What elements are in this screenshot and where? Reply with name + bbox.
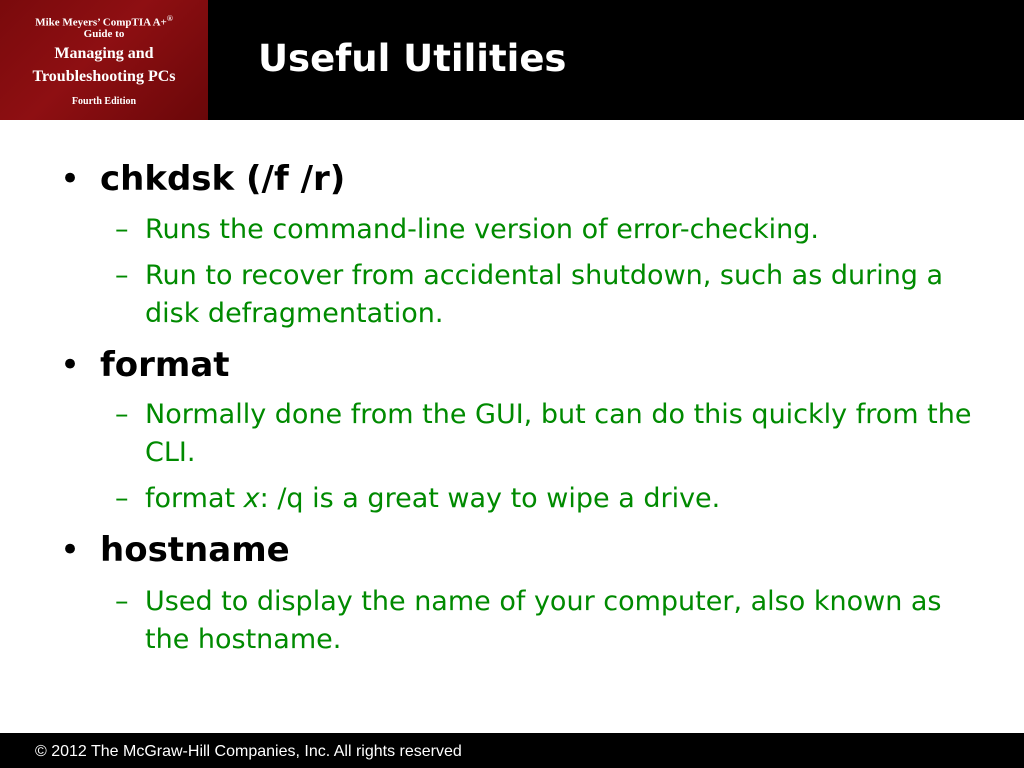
bullet-label: hostname	[100, 530, 290, 570]
sub-bullet	[115, 396, 975, 472]
dash-marker: –	[115, 214, 129, 245]
book-title-box	[0, 0, 208, 120]
book-title-line2: Troubleshooting PCs	[32, 68, 176, 85]
bullet-format	[60, 345, 230, 385]
bullet-chkdsk	[60, 159, 345, 199]
sub-bullet-text: Runs the command-line version of error-checking.	[145, 214, 819, 245]
sub-bullet-text: Run to recover from accidental shutdown, such as during a disk defragmentation.	[145, 260, 944, 329]
copyright-text: © 2012 The McGraw-Hill Companies, Inc. All rights reserved	[35, 743, 462, 760]
book-edition-label: Fourth Edition	[71, 96, 137, 107]
bullet-label: chkdsk (/f /r)	[100, 159, 346, 199]
book-title-line1: Managing and	[54, 45, 154, 62]
sub-bullet	[115, 480, 975, 518]
dash-marker: –	[115, 399, 129, 430]
bullet-hostname	[60, 530, 290, 570]
sub-text-italic: x	[243, 483, 260, 514]
sub-bullet	[115, 257, 975, 333]
registered-mark: ®	[166, 14, 173, 23]
book-guide-label: Guide to	[83, 28, 125, 40]
bullet-label: format	[100, 345, 230, 385]
dash-marker: –	[115, 483, 129, 514]
sub-text-after: : /q is a great way to wipe a drive.	[259, 483, 721, 514]
sub-bullet	[115, 583, 975, 659]
sub-bullet-text: Normally done from the GUI, but can do this quickly from the CLI.	[145, 399, 972, 468]
sub-text-before: format	[145, 483, 244, 514]
bullet-marker: •	[60, 345, 81, 385]
bullet-marker: •	[60, 530, 81, 570]
header-bar	[0, 0, 1024, 120]
book-series-text: Mike Meyers’ CompTIA A+	[35, 16, 167, 29]
bullet-marker: •	[60, 159, 81, 199]
footer-bar	[0, 733, 1024, 768]
dash-marker: –	[115, 260, 129, 291]
dash-marker: –	[115, 586, 129, 617]
sub-bullet-text	[115, 480, 975, 518]
sub-bullet-text: Used to display the name of your computer, also known as the hostname.	[145, 586, 942, 655]
slide-title: Useful Utilities	[258, 37, 567, 80]
sub-bullet	[115, 211, 975, 249]
